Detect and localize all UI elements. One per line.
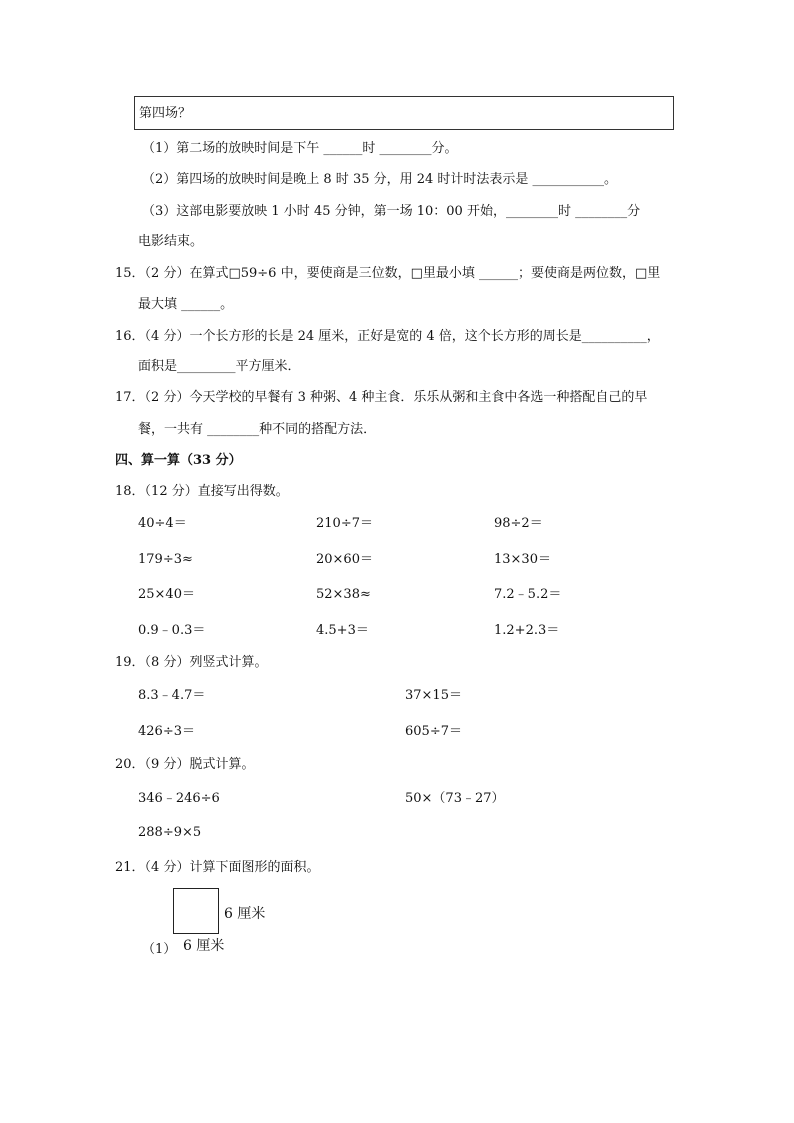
q18-item: 7.2﹣5.2＝ (494, 587, 562, 602)
box-text: 第四场？ (139, 106, 192, 121)
q20-item: 346﹣246÷6 (138, 791, 220, 806)
side-label-bottom: 6 厘米 (183, 938, 225, 954)
q18-item: 40÷4＝ (138, 516, 187, 531)
q18-item: 13×30＝ (494, 552, 551, 567)
q20-item: 50×（73﹣27） (405, 791, 505, 806)
section-title: 四、算一算（33 分） (115, 453, 242, 468)
q14-sub1: （1）第二场的放映时间是下午 ______时 ________分。 (142, 141, 458, 156)
q19-item: 37×15＝ (405, 688, 462, 703)
q17-line2: 餐，一共有 ________种不同的搭配方法． (138, 422, 377, 437)
q14-sub3-line2: 电影结束。 (138, 234, 204, 249)
q14-sub2: （2）第四场的放映时间是晚上 8 时 35 分，用 24 时计时法表示是 ___________。 (142, 172, 618, 187)
q21-title: 21．（4 分）计算下面图形的面积。 (115, 860, 320, 875)
q16-line1: 16．（4 分）一个长方形的长是 24 厘米，正好是宽的 4 倍，这个长方形的周长是__________， (115, 329, 660, 344)
sub-label: （1） (142, 942, 177, 957)
q18-item: 52×38≈ (316, 587, 371, 602)
q17-line1: 17．（2 分）今天学校的早餐有 3 种粥、4 种主食．乐乐从粥和主食中各选一种搭配自己的早 (115, 390, 648, 405)
q15-line2: 最大填 ______。 (138, 297, 234, 312)
square-figure (173, 888, 219, 934)
q18-item: 25×40＝ (138, 587, 195, 602)
q18-item: 0.9﹣0.3＝ (138, 623, 206, 638)
q18-item: 98÷2＝ (494, 516, 543, 531)
q15-line1: 15．（2 分）在算式□59÷6 中，要使商是三位数，□里最小填 ______；要使商是两位数，□里 (115, 266, 661, 281)
q20-title: 20．（9 分）脱式计算。 (115, 757, 255, 772)
q18-item: 179÷3≈ (138, 552, 193, 567)
q19-item: 8.3﹣4.7＝ (138, 688, 206, 703)
q18-item: 210÷7＝ (316, 516, 373, 531)
q14-sub3-line1: （3）这部电影要放映 1 小时 45 分钟，第一场 10：00 开始，________时 ________分 (142, 204, 641, 219)
q18-title: 18．（12 分）直接写出得数。 (115, 484, 289, 499)
q16-line2: 面积是_________平方厘米． (138, 359, 301, 374)
q20-item: 288÷9×5 (138, 825, 202, 840)
answer-box (134, 96, 674, 130)
q18-item: 1.2+2.3＝ (494, 623, 560, 638)
q19-item: 605÷7＝ (405, 724, 462, 739)
q18-item: 20×60＝ (316, 552, 373, 567)
q19-item: 426÷3＝ (138, 724, 195, 739)
q18-item: 4.5+3＝ (316, 623, 369, 638)
q19-title: 19．（8 分）列竖式计算。 (115, 655, 268, 670)
side-label-right: 6 厘米 (224, 906, 266, 922)
